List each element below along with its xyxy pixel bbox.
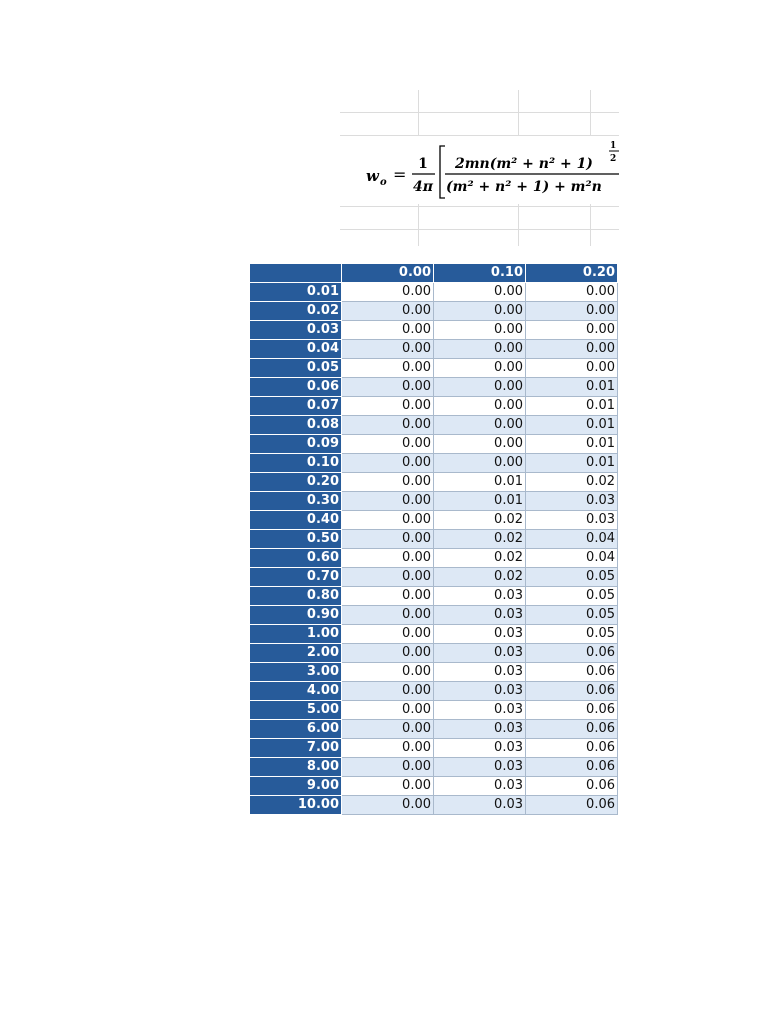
table-cell: 0.00	[342, 283, 434, 302]
table-cell: 0.00	[342, 549, 434, 568]
table-cell: 0.00	[342, 796, 434, 815]
table-row	[250, 302, 618, 321]
table-cell: 0.00	[342, 378, 434, 397]
table-cell: 0.00	[434, 302, 526, 321]
table-cell: 0.00	[342, 606, 434, 625]
table-cell: 0.03	[434, 663, 526, 682]
table-cell: 0.00	[342, 492, 434, 511]
table-cell: 0.01	[526, 454, 618, 473]
table-cell: 0.06	[526, 796, 618, 815]
table-row	[250, 549, 618, 568]
table-row	[250, 625, 618, 644]
table-cell: 0.03	[526, 511, 618, 530]
table-row	[250, 739, 618, 758]
table-cell: 0.00	[434, 340, 526, 359]
row-header: 8.00	[250, 758, 342, 777]
table-cell: 0.00	[434, 378, 526, 397]
table-cell: 0.03	[434, 625, 526, 644]
row-header: 0.50	[250, 530, 342, 549]
table-cell: 0.00	[526, 340, 618, 359]
table-cell: 0.01	[526, 378, 618, 397]
table-cell: 0.05	[526, 568, 618, 587]
table-row	[250, 682, 618, 701]
table-cell: 0.03	[434, 758, 526, 777]
table-row	[250, 606, 618, 625]
corner-cell	[250, 264, 342, 283]
table-cell: 0.00	[526, 283, 618, 302]
table-row	[250, 397, 618, 416]
table-body	[250, 283, 618, 815]
table-cell: 0.06	[526, 720, 618, 739]
table-cell: 0.04	[526, 530, 618, 549]
table-cell: 0.06	[526, 644, 618, 663]
table-row	[250, 473, 618, 492]
table-cell: 0.00	[434, 321, 526, 340]
table-cell: 0.04	[526, 549, 618, 568]
formula-equation	[340, 90, 619, 246]
table-cell: 0.01	[434, 492, 526, 511]
column-header: 0.00	[342, 264, 434, 283]
table-cell: 0.02	[526, 473, 618, 492]
table-row	[250, 378, 618, 397]
table-cell: 0.00	[342, 416, 434, 435]
table-cell: 0.06	[526, 777, 618, 796]
column-header: 0.10	[434, 264, 526, 283]
formula-lhs-sub: o	[380, 177, 387, 188]
table-cell: 0.00	[342, 682, 434, 701]
table-cell: 0.00	[434, 397, 526, 416]
table-row	[250, 701, 618, 720]
table-cell: 0.05	[526, 587, 618, 606]
row-header: 0.06	[250, 378, 342, 397]
table-cell: 0.03	[434, 682, 526, 701]
row-header: 0.03	[250, 321, 342, 340]
table-cell: 0.02	[434, 530, 526, 549]
table-cell: 0.00	[342, 701, 434, 720]
table-cell: 0.03	[434, 720, 526, 739]
table-cell: 0.00	[434, 283, 526, 302]
table-row	[250, 511, 618, 530]
table-cell: 0.00	[342, 625, 434, 644]
formula-lhs: w	[366, 167, 379, 185]
row-header: 2.00	[250, 644, 342, 663]
row-header: 1.00	[250, 625, 342, 644]
row-header: 5.00	[250, 701, 342, 720]
row-header: 9.00	[250, 777, 342, 796]
row-header: 4.00	[250, 682, 342, 701]
table-cell: 0.03	[434, 701, 526, 720]
header-row	[250, 264, 618, 283]
table-row	[250, 644, 618, 663]
table-cell: 0.00	[342, 777, 434, 796]
table-row	[250, 777, 618, 796]
table-cell: 0.00	[342, 511, 434, 530]
table-cell: 0.02	[434, 511, 526, 530]
formula-denominator: (m² + n² + 1) + m²n	[446, 179, 602, 195]
row-header: 0.30	[250, 492, 342, 511]
row-header: 0.02	[250, 302, 342, 321]
table-cell: 0.00	[342, 397, 434, 416]
table-row	[250, 340, 618, 359]
table-cell: 0.03	[434, 644, 526, 663]
table-cell: 0.00	[526, 302, 618, 321]
table-cell: 0.02	[434, 568, 526, 587]
table-row	[250, 663, 618, 682]
table-cell: 0.03	[526, 492, 618, 511]
row-header: 0.10	[250, 454, 342, 473]
table-cell: 0.00	[342, 530, 434, 549]
table-cell: 0.03	[434, 587, 526, 606]
row-header: 0.60	[250, 549, 342, 568]
row-header: 0.05	[250, 359, 342, 378]
table-cell: 0.03	[434, 606, 526, 625]
table-cell: 0.00	[342, 359, 434, 378]
table-cell: 0.05	[526, 606, 618, 625]
table-row	[250, 283, 618, 302]
row-header: 0.20	[250, 473, 342, 492]
table-cell: 0.00	[342, 340, 434, 359]
table-cell: 0.00	[342, 568, 434, 587]
table-cell: 0.01	[526, 416, 618, 435]
row-header: 0.70	[250, 568, 342, 587]
row-header: 0.04	[250, 340, 342, 359]
table-row	[250, 720, 618, 739]
table-cell: 0.00	[342, 302, 434, 321]
formula-image	[340, 90, 619, 246]
table-row	[250, 435, 618, 454]
table-cell: 0.00	[342, 720, 434, 739]
table-row	[250, 416, 618, 435]
formula-exp-num: 1	[610, 141, 617, 151]
table-cell: 0.00	[434, 416, 526, 435]
row-header: 0.40	[250, 511, 342, 530]
row-header: 0.80	[250, 587, 342, 606]
table-row	[250, 758, 618, 777]
table-cell: 0.00	[526, 321, 618, 340]
table-row	[250, 530, 618, 549]
row-header: 0.08	[250, 416, 342, 435]
table-cell: 0.06	[526, 701, 618, 720]
table-cell: 0.00	[342, 758, 434, 777]
table-cell: 0.00	[342, 663, 434, 682]
table-cell: 0.06	[526, 739, 618, 758]
table-row	[250, 587, 618, 606]
row-header: 0.09	[250, 435, 342, 454]
table-cell: 0.00	[342, 739, 434, 758]
table-cell: 0.01	[434, 473, 526, 492]
row-header: 10.00	[250, 796, 342, 815]
table-row	[250, 796, 618, 815]
table-row	[250, 359, 618, 378]
formula-coef-num: 1	[418, 156, 428, 172]
table-cell: 0.00	[342, 473, 434, 492]
table-row	[250, 568, 618, 587]
table-cell: 0.06	[526, 663, 618, 682]
table-cell: 0.06	[526, 682, 618, 701]
table-cell: 0.06	[526, 758, 618, 777]
row-header: 3.00	[250, 663, 342, 682]
formula-equals: =	[393, 165, 407, 184]
table-cell: 0.00	[342, 644, 434, 663]
column-header: 0.20	[526, 264, 618, 283]
table-cell: 0.00	[342, 321, 434, 340]
influence-table	[249, 263, 618, 815]
table-cell: 0.05	[526, 625, 618, 644]
row-header: 7.00	[250, 739, 342, 758]
table-cell: 0.01	[526, 397, 618, 416]
table-cell: 0.03	[434, 777, 526, 796]
formula-coef-den: 4π	[413, 179, 433, 195]
table-cell: 0.00	[434, 359, 526, 378]
table-row	[250, 454, 618, 473]
table-cell: 0.01	[526, 435, 618, 454]
table-cell: 0.00	[342, 587, 434, 606]
row-header: 6.00	[250, 720, 342, 739]
table-cell: 0.00	[526, 359, 618, 378]
row-header: 0.90	[250, 606, 342, 625]
table-cell: 0.00	[434, 435, 526, 454]
table-cell: 0.03	[434, 739, 526, 758]
row-header: 0.07	[250, 397, 342, 416]
table-cell: 0.02	[434, 549, 526, 568]
table-row	[250, 321, 618, 340]
formula-exp-den: 2	[610, 154, 617, 164]
table-cell: 0.03	[434, 796, 526, 815]
table-row	[250, 492, 618, 511]
row-header: 0.01	[250, 283, 342, 302]
table-cell: 0.00	[434, 454, 526, 473]
table-cell: 0.00	[342, 454, 434, 473]
formula-numerator: 2mn(m² + n² + 1)	[455, 156, 593, 172]
table-cell: 0.00	[342, 435, 434, 454]
